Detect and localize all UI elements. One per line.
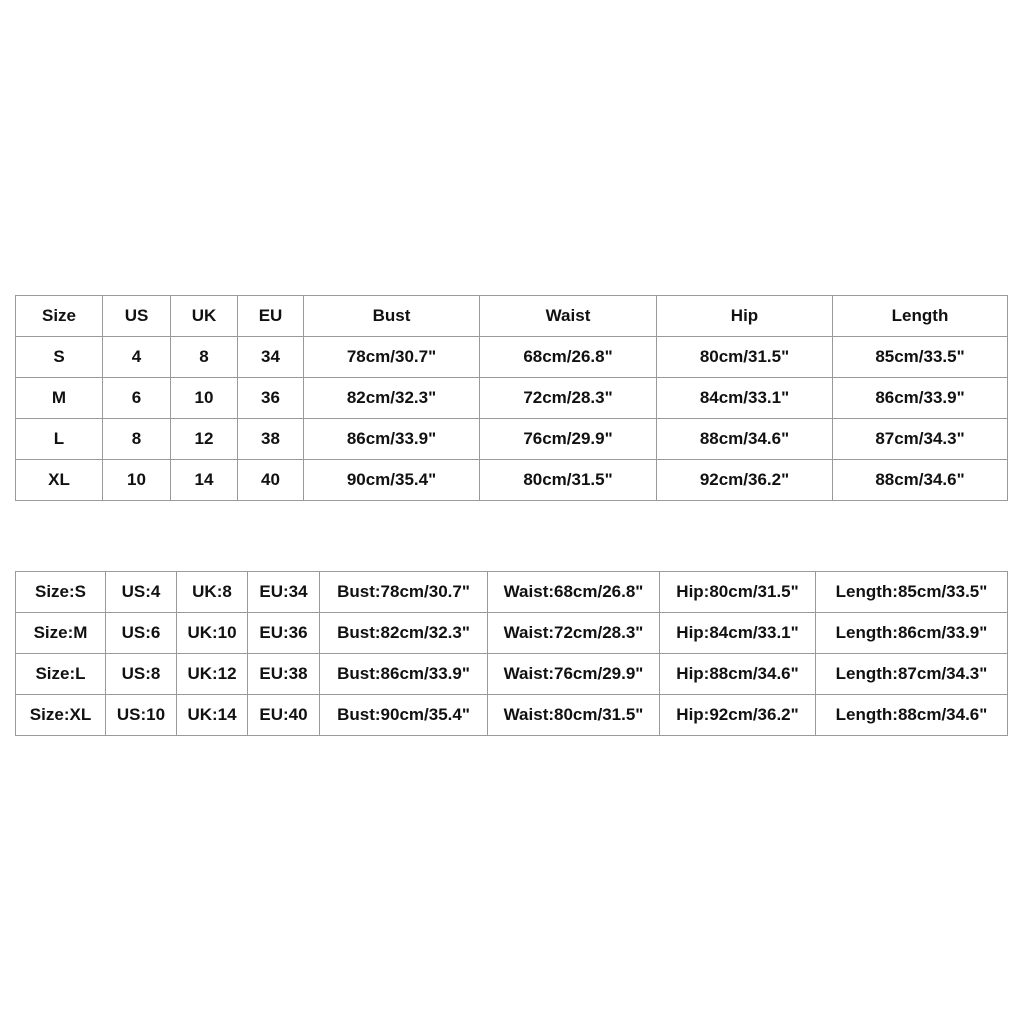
table-cell: 88cm/34.6" [657,419,833,460]
table-row [16,572,1008,613]
table-row [16,337,1008,378]
table-cell: 8 [103,419,171,460]
table-cell: EU:36 [248,613,320,654]
header-cell: US [103,296,171,337]
table-cell: US:6 [106,613,177,654]
table-cell: UK:10 [177,613,248,654]
table-row [16,460,1008,501]
table-cell: 10 [103,460,171,501]
table-cell: Size:M [16,613,106,654]
table-cell: US:8 [106,654,177,695]
table-cell: 87cm/34.3" [833,419,1008,460]
table-cell: 86cm/33.9" [833,378,1008,419]
table-cell: Length:86cm/33.9" [816,613,1008,654]
table-cell: 12 [171,419,238,460]
table-cell: 72cm/28.3" [480,378,657,419]
table-cell: Size:S [16,572,106,613]
table-row [16,613,1008,654]
table-cell: 84cm/33.1" [657,378,833,419]
table-cell: Length:85cm/33.5" [816,572,1008,613]
table-cell: L [16,419,103,460]
table-cell: US:10 [106,695,177,736]
table-cell: Hip:80cm/31.5" [660,572,816,613]
table-cell: 10 [171,378,238,419]
table-row [16,654,1008,695]
table-cell: Hip:84cm/33.1" [660,613,816,654]
table-cell: Waist:68cm/26.8" [488,572,660,613]
header-cell: Waist [480,296,657,337]
table-cell: EU:40 [248,695,320,736]
table-cell: 8 [171,337,238,378]
table-cell: 6 [103,378,171,419]
table-cell: 90cm/35.4" [304,460,480,501]
table-cell: Waist:80cm/31.5" [488,695,660,736]
table-cell: Bust:90cm/35.4" [320,695,488,736]
table-cell: 40 [238,460,304,501]
table-cell: 36 [238,378,304,419]
table-cell: Size:L [16,654,106,695]
size-chart-table [15,295,1008,501]
table-cell: 78cm/30.7" [304,337,480,378]
table-cell: 92cm/36.2" [657,460,833,501]
table-cell: US:4 [106,572,177,613]
table-cell: 82cm/32.3" [304,378,480,419]
header-cell: Bust [304,296,480,337]
table-cell: 80cm/31.5" [480,460,657,501]
table-cell: UK:12 [177,654,248,695]
table-cell: 68cm/26.8" [480,337,657,378]
table-cell: S [16,337,103,378]
table-cell: 76cm/29.9" [480,419,657,460]
table-cell: XL [16,460,103,501]
size-chart-labeled-table [15,571,1008,736]
header-cell: Length [833,296,1008,337]
table-cell: Bust:78cm/30.7" [320,572,488,613]
table-header-row [16,296,1008,337]
table-cell: 14 [171,460,238,501]
table-row [16,419,1008,460]
table-cell: Length:88cm/34.6" [816,695,1008,736]
table-cell: Size:XL [16,695,106,736]
table-cell: 85cm/33.5" [833,337,1008,378]
table-cell: 86cm/33.9" [304,419,480,460]
header-cell: Hip [657,296,833,337]
table-cell: UK:8 [177,572,248,613]
table-cell: Waist:76cm/29.9" [488,654,660,695]
table-cell: EU:34 [248,572,320,613]
header-cell: UK [171,296,238,337]
table-cell: 4 [103,337,171,378]
table-row [16,378,1008,419]
table-cell: Bust:86cm/33.9" [320,654,488,695]
table-cell: 80cm/31.5" [657,337,833,378]
table-cell: UK:14 [177,695,248,736]
table-cell: Length:87cm/34.3" [816,654,1008,695]
table-cell: Bust:82cm/32.3" [320,613,488,654]
table-row [16,695,1008,736]
header-cell: EU [238,296,304,337]
table-cell: Waist:72cm/28.3" [488,613,660,654]
table-cell: 34 [238,337,304,378]
table-cell: M [16,378,103,419]
table-cell: Hip:92cm/36.2" [660,695,816,736]
header-cell: Size [16,296,103,337]
table-cell: Hip:88cm/34.6" [660,654,816,695]
table-cell: 38 [238,419,304,460]
table-cell: EU:38 [248,654,320,695]
table-cell: 88cm/34.6" [833,460,1008,501]
